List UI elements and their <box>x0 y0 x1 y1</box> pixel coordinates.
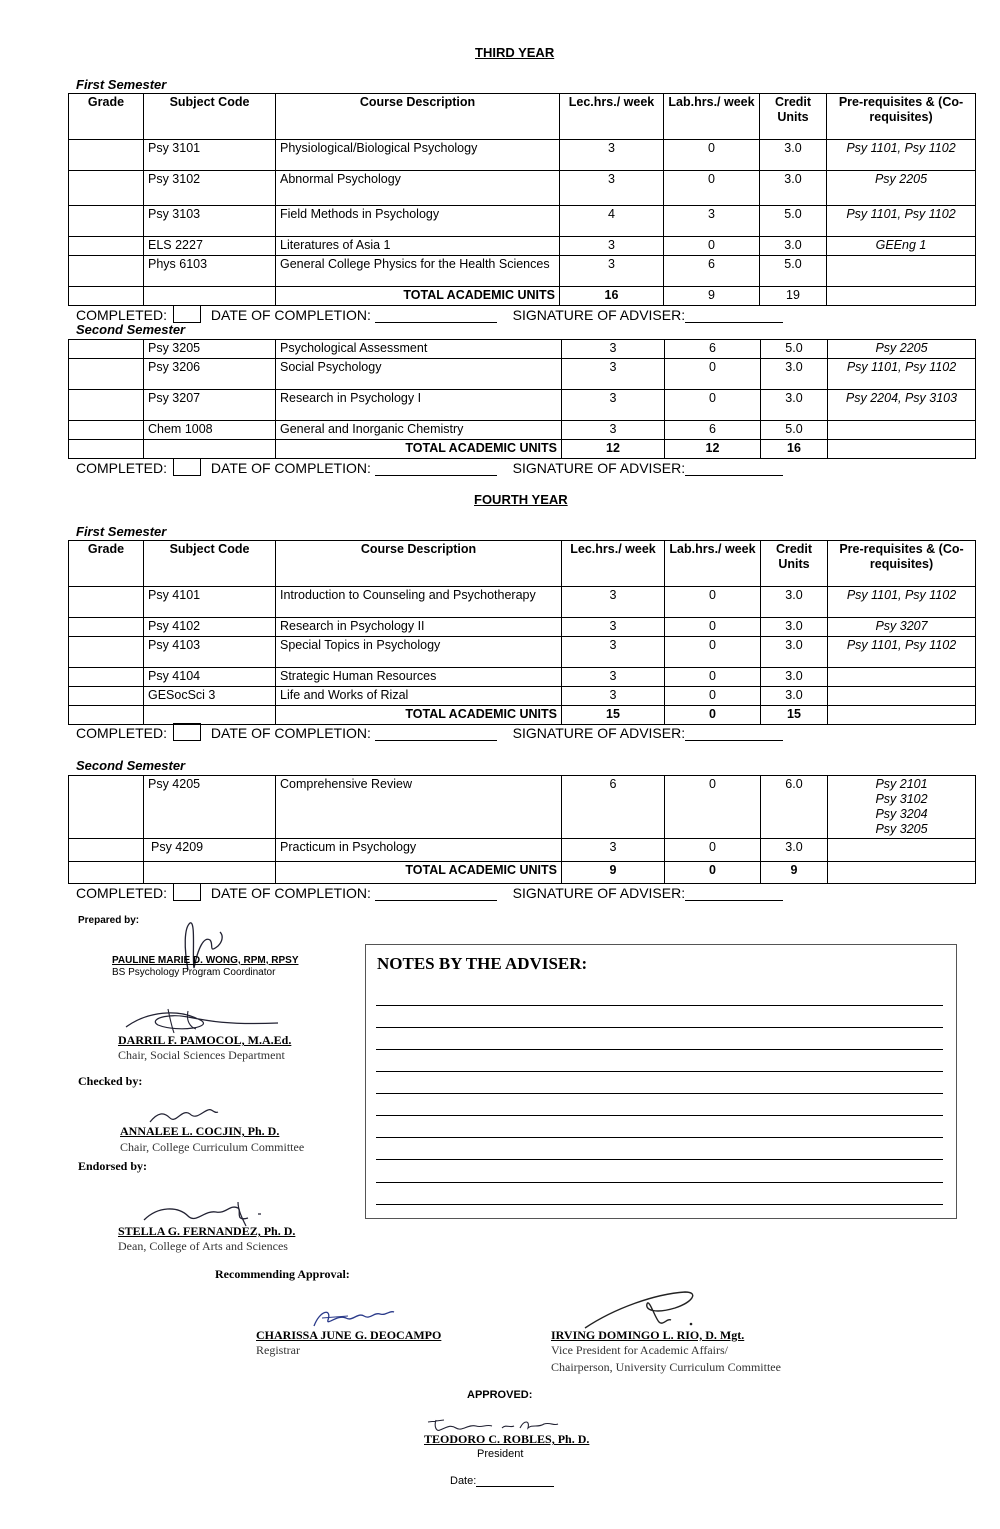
total-lec: 12 <box>562 440 665 459</box>
completion-line <box>76 883 783 901</box>
signature-of-adviser-label: SIGNATURE OF ADVISER: <box>512 725 686 741</box>
signatory-cocjin-name: ANNALEE L. COCJIN, Ph. D. <box>120 1124 280 1138</box>
course-description: Life and Works of Rizal <box>276 687 562 706</box>
lec-hours: 3 <box>562 587 665 618</box>
date-of-completion-field[interactable] <box>375 900 497 901</box>
fourth-year-heading: FOURTH YEAR <box>474 492 568 507</box>
total-label: TOTAL ACADEMIC UNITS <box>276 706 562 725</box>
prerequisites: Psy 1101, Psy 1102 <box>827 140 976 171</box>
note-line[interactable] <box>376 1137 943 1138</box>
signature-of-adviser-field[interactable] <box>685 475 783 476</box>
signatory-deocampo-title: Registrar <box>256 1343 300 1357</box>
prerequisites <box>827 256 976 287</box>
credit-units: 5.0 <box>760 256 827 287</box>
signatory-robles-name: TEODORO C. ROBLES, Ph. D. <box>424 1432 590 1446</box>
total-lab: 9 <box>664 287 760 306</box>
checked-by-label: Checked by: <box>78 1074 143 1088</box>
signatory-pamocol-name: DARRIL F. PAMOCOL, M.A.Ed. <box>118 1033 292 1047</box>
course-description: Social Psychology <box>276 359 562 390</box>
lab-hours: 0 <box>664 237 760 256</box>
course-description: Psychological Assessment <box>276 340 562 359</box>
course-table-y4-s1 <box>68 540 976 725</box>
lab-hours: 6 <box>665 340 761 359</box>
date-of-completion-label: DATE OF COMPLETION: <box>210 307 371 323</box>
lec-hours: 3 <box>562 359 665 390</box>
credit-units: 3.0 <box>761 359 828 390</box>
notes-by-adviser-box <box>365 944 957 1219</box>
prerequisites: Psy 1101, Psy 1102 <box>828 587 976 618</box>
third-year-heading: THIRD YEAR <box>475 45 555 60</box>
total-row <box>69 862 976 884</box>
notes-title: NOTES BY THE ADVISER: <box>377 954 588 973</box>
credit-units: 3.0 <box>760 171 827 206</box>
course-description: Abnormal Psychology <box>276 171 560 206</box>
course-description: Research in Psychology II <box>276 618 562 637</box>
grade-cell <box>69 359 144 390</box>
header-prerequisites: Pre-requisites & (Co-requisites) <box>827 94 976 140</box>
prerequisites <box>828 421 976 440</box>
total-lab: 0 <box>665 706 761 725</box>
lab-hours: 0 <box>665 839 761 862</box>
grade-cell <box>69 668 144 687</box>
total-units: 15 <box>761 706 828 725</box>
completed-label: COMPLETED: <box>76 307 168 323</box>
course-description: Physiological/Biological Psychology <box>276 140 560 171</box>
table-row <box>69 390 976 421</box>
signatory-wong-title: BS Psychology Program Coordinator <box>112 967 276 978</box>
total-lab: 0 <box>665 862 761 884</box>
table-row <box>69 140 976 171</box>
table-row <box>69 421 976 440</box>
completion-line <box>76 305 783 323</box>
signature-of-adviser-label: SIGNATURE OF ADVISER: <box>512 460 686 476</box>
grade-cell <box>69 862 144 884</box>
credit-units: 5.0 <box>761 340 828 359</box>
grade-cell <box>69 206 144 237</box>
course-table-y3-s1 <box>68 93 976 306</box>
grade-cell <box>69 256 144 287</box>
total-lec: 16 <box>560 287 664 306</box>
lec-hours: 3 <box>560 171 664 206</box>
lab-hours: 0 <box>665 637 761 668</box>
header-credit-units: Credit Units <box>761 541 828 587</box>
credit-units: 5.0 <box>760 206 827 237</box>
lab-hours: 0 <box>664 171 760 206</box>
total-units: 19 <box>760 287 827 306</box>
prerequisites: GEEng 1 <box>827 237 976 256</box>
note-line[interactable] <box>376 1005 943 1006</box>
prerequisites: Psy 2101 Psy 3102 Psy 3204 Psy 3205 <box>828 776 976 839</box>
signature-of-adviser-field[interactable] <box>685 900 783 901</box>
lab-hours: 6 <box>664 256 760 287</box>
header-lab-hrs: Lab.hrs./ week <box>665 541 761 587</box>
table-row <box>69 668 976 687</box>
completed-label: COMPLETED: <box>76 885 168 901</box>
signature-of-adviser-label: SIGNATURE OF ADVISER: <box>512 307 686 323</box>
course-description: Introduction to Counseling and Psychotherapy <box>276 587 562 618</box>
subject-code: Psy 3101 <box>144 140 276 171</box>
grade-cell <box>69 687 144 706</box>
grade-cell <box>69 140 144 171</box>
grade-cell <box>69 618 144 637</box>
empty-cell <box>828 440 976 459</box>
subject-code: ELS 2227 <box>144 237 276 256</box>
table-header-row <box>69 94 976 140</box>
approval-date <box>450 1475 554 1487</box>
date-of-completion-label: DATE OF COMPLETION: <box>210 460 371 476</box>
total-row <box>69 287 976 306</box>
signature-of-adviser-field[interactable] <box>685 740 783 741</box>
lec-hours: 3 <box>560 140 664 171</box>
completion-line <box>76 458 783 476</box>
header-lec-hrs: Lec.hrs./ week <box>562 541 665 587</box>
empty-cell <box>827 287 976 306</box>
course-description: Comprehensive Review <box>276 776 562 839</box>
prerequisites: Psy 1101, Psy 1102 <box>828 359 976 390</box>
completed-checkbox[interactable] <box>173 458 201 476</box>
credit-units: 5.0 <box>761 421 828 440</box>
total-units: 9 <box>761 862 828 884</box>
table-row <box>69 618 976 637</box>
signatory-fernandez-name: STELLA G. FERNANDEZ, Ph. D. <box>118 1224 296 1238</box>
course-description: Strategic Human Resources <box>276 668 562 687</box>
empty-cell <box>144 862 276 884</box>
empty-cell <box>144 706 276 725</box>
note-line[interactable] <box>376 1204 943 1205</box>
note-line[interactable] <box>376 1182 943 1183</box>
lab-hours: 0 <box>665 390 761 421</box>
course-description: Field Methods in Psychology <box>276 206 560 237</box>
endorsed-by-label: Endorsed by: <box>78 1159 148 1173</box>
empty-cell <box>144 440 276 459</box>
lec-hours: 3 <box>560 256 664 287</box>
prerequisites: Psy 1101, Psy 1102 <box>827 206 976 237</box>
course-description: Research in Psychology I <box>276 390 562 421</box>
course-description: General College Physics for the Health Sciences <box>276 256 560 287</box>
header-course-description: Course Description <box>276 94 560 140</box>
subject-code: Psy 3103 <box>144 206 276 237</box>
prerequisites <box>828 687 976 706</box>
subject-code: Psy 4209 <box>144 839 276 862</box>
prerequisites: Psy 3207 <box>828 618 976 637</box>
table-row <box>69 839 976 862</box>
subject-code: Psy 4103 <box>144 637 276 668</box>
total-units: 16 <box>761 440 828 459</box>
lec-hours: 4 <box>560 206 664 237</box>
course-table-y4-s2 <box>68 775 976 884</box>
credit-units: 3.0 <box>761 687 828 706</box>
completed-checkbox[interactable] <box>173 305 201 323</box>
lec-hours: 6 <box>562 776 665 839</box>
table-row <box>69 637 976 668</box>
lec-hours: 3 <box>562 637 665 668</box>
credit-units: 3.0 <box>760 237 827 256</box>
semester-label: Second Semester <box>76 322 186 337</box>
completed-label: COMPLETED: <box>76 725 168 741</box>
empty-cell <box>828 862 976 884</box>
recommending-approval-label: Recommending Approval: <box>215 1267 350 1281</box>
date-of-completion-field[interactable] <box>375 475 497 476</box>
subject-code: Phys 6103 <box>144 256 276 287</box>
lab-hours: 6 <box>665 421 761 440</box>
lec-hours: 3 <box>560 237 664 256</box>
prerequisites: Psy 1101, Psy 1102 <box>828 637 976 668</box>
signatory-pamocol-title: Chair, Social Sciences Department <box>118 1048 285 1062</box>
header-subject-code: Subject Code <box>144 541 276 587</box>
table-row <box>69 237 976 256</box>
prerequisites <box>828 668 976 687</box>
lab-hours: 0 <box>665 668 761 687</box>
signature-of-adviser-label: SIGNATURE OF ADVISER: <box>512 885 686 901</box>
credit-units: 3.0 <box>761 637 828 668</box>
signatory-deocampo-name: CHARISSA JUNE G. DEOCAMPO <box>256 1328 442 1342</box>
lec-hours: 3 <box>562 421 665 440</box>
total-lec: 9 <box>562 862 665 884</box>
table-row <box>69 359 976 390</box>
credit-units: 3.0 <box>760 140 827 171</box>
note-line[interactable] <box>376 1159 943 1160</box>
lec-hours: 3 <box>562 687 665 706</box>
approval-date-field[interactable] <box>476 1486 554 1487</box>
total-row <box>69 706 976 725</box>
subject-code: Psy 3205 <box>144 340 276 359</box>
table-row <box>69 687 976 706</box>
signatory-rio-name: IRVING DOMINGO L. RIO, D. Mgt. <box>551 1328 745 1342</box>
semester-label: Second Semester <box>76 758 186 773</box>
header-prerequisites: Pre-requisites & (Co-requisites) <box>828 541 976 587</box>
prepared-by-label: Prepared by: <box>78 915 140 926</box>
table-row <box>69 206 976 237</box>
total-label: TOTAL ACADEMIC UNITS <box>276 287 560 306</box>
grade-cell <box>69 340 144 359</box>
table-row <box>69 256 976 287</box>
grade-cell <box>69 706 144 725</box>
note-line[interactable] <box>376 1093 943 1094</box>
total-lec: 15 <box>562 706 665 725</box>
note-line[interactable] <box>376 1027 943 1028</box>
prerequisites: Psy 2204, Psy 3103 <box>828 390 976 421</box>
grade-cell <box>69 776 144 839</box>
completed-checkbox[interactable] <box>173 723 201 741</box>
grade-cell <box>69 390 144 421</box>
prerequisites: Psy 2205 <box>827 171 976 206</box>
lec-hours: 3 <box>562 668 665 687</box>
total-row <box>69 440 976 459</box>
header-lec-hrs: Lec.hrs./ week <box>560 94 664 140</box>
note-line[interactable] <box>376 1115 943 1116</box>
subject-code: Psy 3207 <box>144 390 276 421</box>
credit-units: 3.0 <box>761 587 828 618</box>
lab-hours: 0 <box>665 776 761 839</box>
table-header-row <box>69 541 976 587</box>
signatory-fernandez-title: Dean, College of Arts and Sciences <box>118 1239 288 1253</box>
table-row <box>69 587 976 618</box>
lec-hours: 3 <box>562 390 665 421</box>
credit-units: 3.0 <box>761 390 828 421</box>
signature-of-adviser-field[interactable] <box>685 322 783 323</box>
date-of-completion-field[interactable] <box>375 740 497 741</box>
signatory-rio-title-1: Vice President for Academic Affairs/ <box>551 1343 728 1357</box>
date-of-completion-label: DATE OF COMPLETION: <box>210 725 371 741</box>
lab-hours: 3 <box>664 206 760 237</box>
empty-cell <box>828 706 976 725</box>
grade-cell <box>69 637 144 668</box>
subject-code: Psy 3102 <box>144 171 276 206</box>
completion-line <box>76 723 783 741</box>
lec-hours: 3 <box>562 839 665 862</box>
grade-cell <box>69 287 144 306</box>
credit-units: 3.0 <box>761 618 828 637</box>
course-table-y3-s2 <box>68 339 976 459</box>
lec-hours: 3 <box>562 618 665 637</box>
grade-cell <box>69 421 144 440</box>
course-description: Literatures of Asia 1 <box>276 237 560 256</box>
semester-label: First Semester <box>76 77 167 92</box>
subject-code: Psy 4104 <box>144 668 276 687</box>
subject-code: Chem 1008 <box>144 421 276 440</box>
signatory-cocjin-title: Chair, College Curriculum Committee <box>120 1140 305 1154</box>
signatory-wong-name: PAULINE MARIE D. WONG, RPM, RPSY <box>112 955 299 966</box>
signatory-robles-title: President <box>477 1448 524 1460</box>
credit-units: 6.0 <box>761 776 828 839</box>
total-label: TOTAL ACADEMIC UNITS <box>276 862 562 884</box>
approval-date-label: Date: <box>450 1475 477 1487</box>
credit-units: 3.0 <box>761 668 828 687</box>
lab-hours: 0 <box>665 618 761 637</box>
table-row <box>69 171 976 206</box>
course-description: Practicum in Psychology <box>276 839 562 862</box>
grade-cell <box>69 587 144 618</box>
table-row <box>69 340 976 359</box>
grade-cell <box>69 171 144 206</box>
total-lab: 12 <box>665 440 761 459</box>
grade-cell <box>69 839 144 862</box>
empty-cell <box>144 287 276 306</box>
signatory-rio-title-2: Chairperson, University Curriculum Committee <box>551 1360 781 1374</box>
completed-label: COMPLETED: <box>76 460 168 476</box>
lec-hours: 3 <box>562 340 665 359</box>
grade-cell <box>69 237 144 256</box>
header-grade: Grade <box>69 541 144 587</box>
header-grade: Grade <box>69 94 144 140</box>
lab-hours: 0 <box>665 359 761 390</box>
header-subject-code: Subject Code <box>144 94 276 140</box>
grade-cell <box>69 440 144 459</box>
lab-hours: 0 <box>664 140 760 171</box>
table-row <box>69 776 976 839</box>
lab-hours: 0 <box>665 587 761 618</box>
total-label: TOTAL ACADEMIC UNITS <box>276 440 562 459</box>
note-line[interactable] <box>376 1049 943 1050</box>
date-of-completion-label: DATE OF COMPLETION: <box>210 885 371 901</box>
course-description: Special Topics in Psychology <box>276 637 562 668</box>
subject-code: Psy 4205 <box>144 776 276 839</box>
subject-code: Psy 4102 <box>144 618 276 637</box>
prerequisites: Psy 2205 <box>828 340 976 359</box>
subject-code: Psy 4101 <box>144 587 276 618</box>
credit-units: 3.0 <box>761 839 828 862</box>
header-credit-units: Credit Units <box>760 94 827 140</box>
course-description: General and Inorganic Chemistry <box>276 421 562 440</box>
semester-label: First Semester <box>76 524 167 539</box>
header-lab-hrs: Lab.hrs./ week <box>664 94 760 140</box>
lab-hours: 0 <box>665 687 761 706</box>
completed-checkbox[interactable] <box>173 883 201 901</box>
header-course-description: Course Description <box>276 541 562 587</box>
date-of-completion-field[interactable] <box>375 322 497 323</box>
subject-code: GESocSci 3 <box>144 687 276 706</box>
prerequisites <box>828 839 976 862</box>
subject-code: Psy 3206 <box>144 359 276 390</box>
note-line[interactable] <box>376 1071 943 1072</box>
approved-label: APPROVED: <box>467 1389 533 1401</box>
